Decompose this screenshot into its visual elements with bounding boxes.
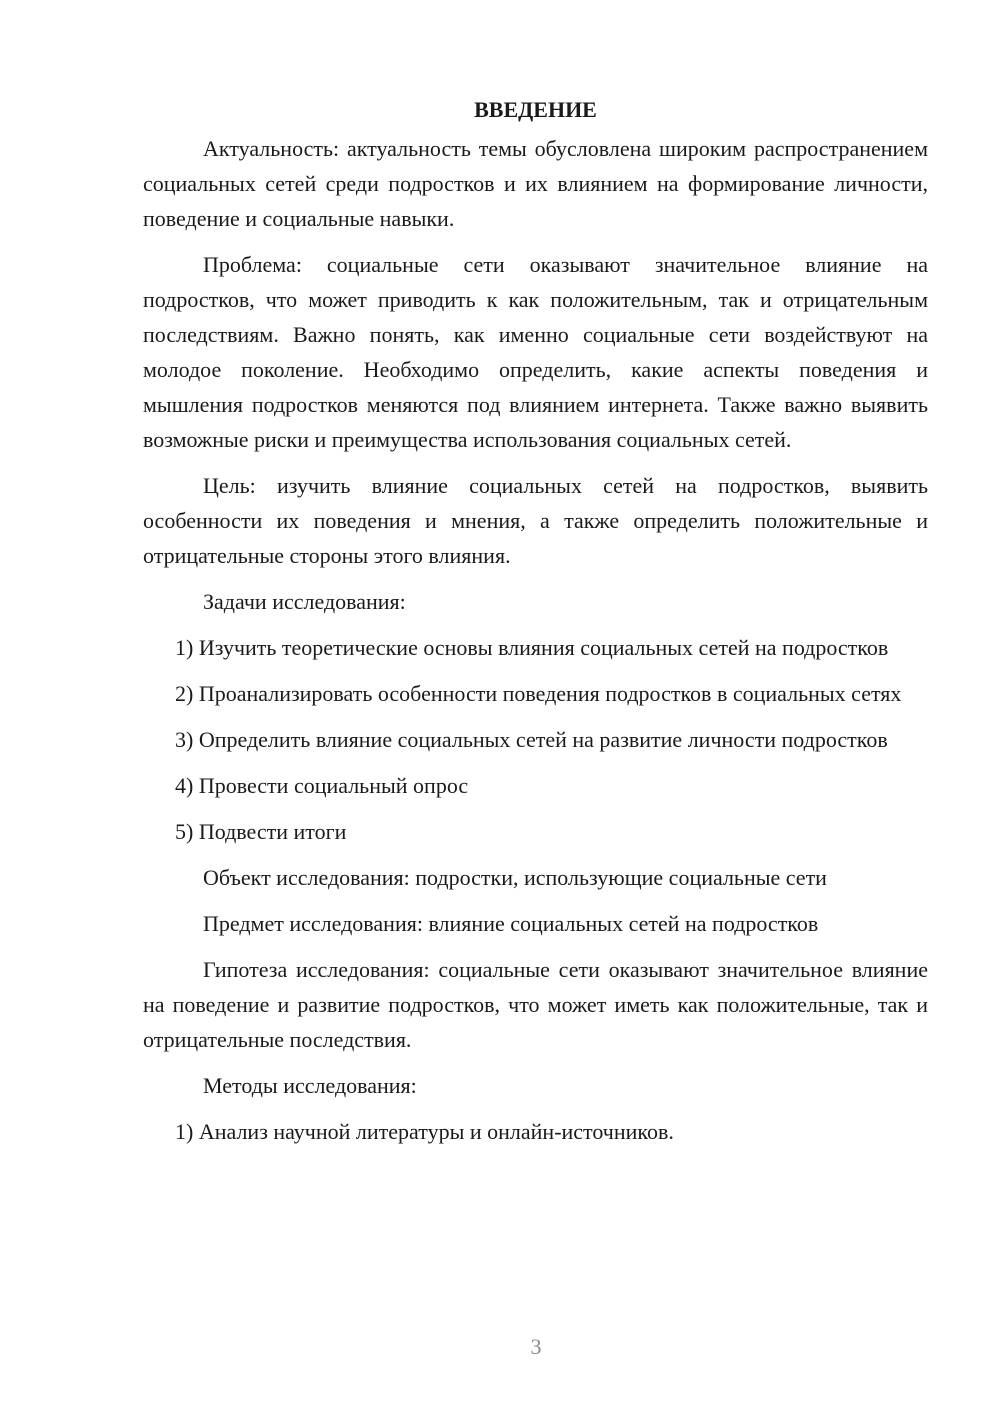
task-item-4: 4) Провести социальный опрос (175, 773, 469, 798)
section-title: ВВЕДЕНИЕ (474, 97, 597, 122)
task-item-5: 5) Подвести итоги (175, 819, 347, 844)
page-number: 3 (530, 1334, 542, 1359)
method-item-1: 1) Анализ научной литературы и онлайн-источников. (175, 1119, 674, 1144)
research-hypothesis: Гипотеза исследования: социальные сети оказывают значительное влияние на поведение и развитие подростков, что может иметь как положительные, так и отрицательные последствия. (143, 957, 928, 1052)
relevance-paragraph: Актуальность: актуальность темы обусловлена широким распространением социальных сетей среди подростков и их влиянием на формирование личности, поведение и социальные навыки. (143, 136, 928, 231)
task-item-1: 1) Изучить теоретические основы влияния социальных сетей на подростков (175, 635, 889, 660)
research-subject: Предмет исследования: влияние социальных сетей на подростков (203, 911, 819, 936)
task-item-3: 3) Определить влияние социальных сетей на развитие личности подростков (175, 727, 888, 752)
document-body (143, 92, 928, 1160)
methods-heading: Методы исследования: (203, 1073, 417, 1098)
task-item-2: 2) Проанализировать особенности поведения подростков в социальных сетях (175, 681, 902, 706)
problem-paragraph: Проблема: социальные сети оказывают значительное влияние на подростков, что может приводить к как положительным, так и отрицательным последствиям. Важно понять, как именно социальные сети воздействуют на молодое поколение. Необходимо определить, какие аспекты поведения и мышления подростков меняются под влиянием интернета. Также важно выявить возможные риски и преимущества использования социальных сетей. (143, 252, 928, 452)
research-object: Объект исследования: подростки, использующие социальные сети (203, 865, 827, 890)
goal-paragraph: Цель: изучить влияние социальных сетей на подростков, выявить особенности их поведения и мнения, а также определить положительные и отрицательные стороны этого влияния. (143, 473, 928, 568)
tasks-heading: Задачи исследования: (203, 589, 406, 614)
